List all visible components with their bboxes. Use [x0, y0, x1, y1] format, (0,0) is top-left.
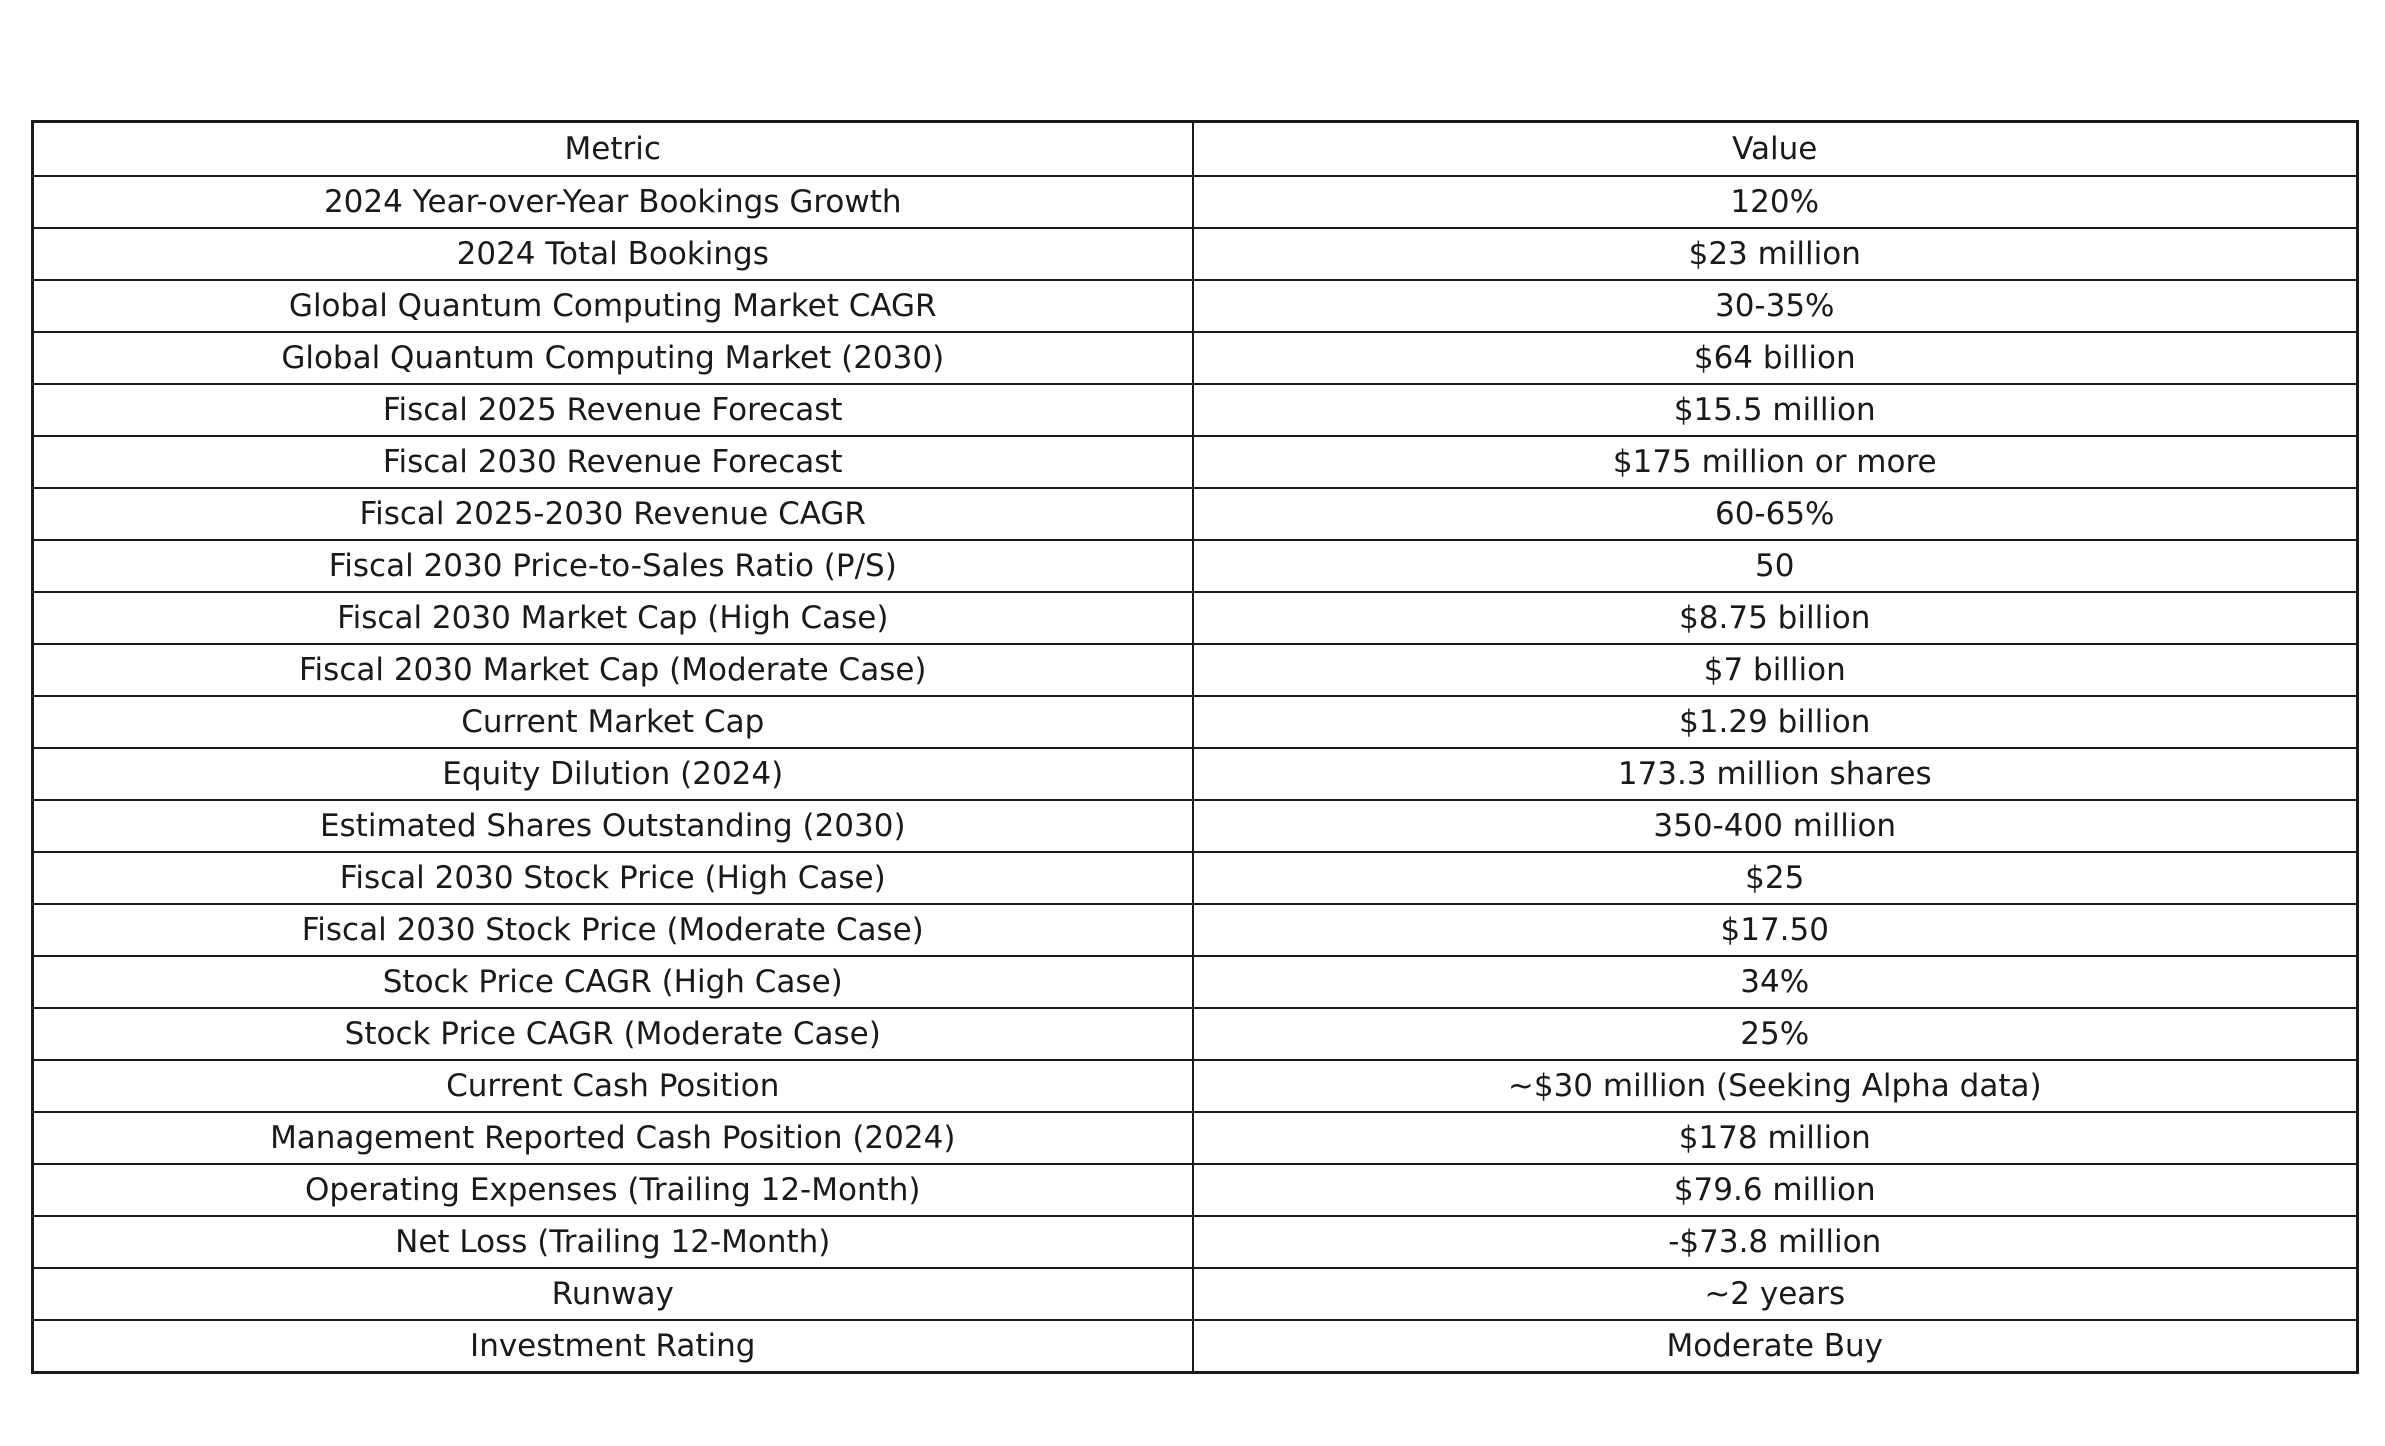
table-row — [33, 800, 2358, 852]
cell-value: ~2 years — [1193, 1268, 2358, 1320]
column-header-metric: Metric — [33, 122, 1193, 177]
cell-value: $79.6 million — [1193, 1164, 2358, 1216]
table-body — [33, 176, 2358, 1373]
cell-value: 350-400 million — [1193, 800, 2358, 852]
table-row — [33, 592, 2358, 644]
cell-metric: Estimated Shares Outstanding (2030) — [33, 800, 1193, 852]
cell-metric: Stock Price CAGR (High Case) — [33, 956, 1193, 1008]
cell-value: 50 — [1193, 540, 2358, 592]
table-row — [33, 1112, 2358, 1164]
table-row — [33, 384, 2358, 436]
table-row — [33, 176, 2358, 228]
table-row — [33, 1060, 2358, 1112]
cell-metric: Investment Rating — [33, 1320, 1193, 1373]
cell-value: $7 billion — [1193, 644, 2358, 696]
table-header — [33, 122, 2358, 177]
cell-value: 173.3 million shares — [1193, 748, 2358, 800]
cell-metric: Current Market Cap — [33, 696, 1193, 748]
table-row — [33, 1164, 2358, 1216]
cell-metric: Equity Dilution (2024) — [33, 748, 1193, 800]
table-row — [33, 956, 2358, 1008]
cell-metric: Global Quantum Computing Market CAGR — [33, 280, 1193, 332]
cell-value: $178 million — [1193, 1112, 2358, 1164]
cell-metric: Fiscal 2030 Market Cap (High Case) — [33, 592, 1193, 644]
table-row — [33, 1216, 2358, 1268]
table-row — [33, 488, 2358, 540]
table-row — [33, 904, 2358, 956]
cell-value: 120% — [1193, 176, 2358, 228]
cell-value: $8.75 billion — [1193, 592, 2358, 644]
cell-value: 25% — [1193, 1008, 2358, 1060]
table-row — [33, 1268, 2358, 1320]
cell-metric: Fiscal 2030 Market Cap (Moderate Case) — [33, 644, 1193, 696]
cell-value: 34% — [1193, 956, 2358, 1008]
cell-metric: 2024 Year-over-Year Bookings Growth — [33, 176, 1193, 228]
cell-metric: Fiscal 2030 Price-to-Sales Ratio (P/S) — [33, 540, 1193, 592]
cell-value: Moderate Buy — [1193, 1320, 2358, 1373]
table-row — [33, 644, 2358, 696]
cell-metric: Current Cash Position — [33, 1060, 1193, 1112]
cell-metric: Operating Expenses (Trailing 12-Month) — [33, 1164, 1193, 1216]
cell-value: $64 billion — [1193, 332, 2358, 384]
table-row — [33, 280, 2358, 332]
metrics-table — [31, 120, 2359, 1374]
cell-value: $1.29 billion — [1193, 696, 2358, 748]
table-row — [33, 1320, 2358, 1373]
cell-metric: Fiscal 2030 Stock Price (High Case) — [33, 852, 1193, 904]
cell-value: $23 million — [1193, 228, 2358, 280]
cell-metric: Runway — [33, 1268, 1193, 1320]
cell-value: 30-35% — [1193, 280, 2358, 332]
column-header-value: Value — [1193, 122, 2358, 177]
metrics-table-container — [31, 120, 2356, 1374]
cell-value: $15.5 million — [1193, 384, 2358, 436]
table-row — [33, 696, 2358, 748]
table-row — [33, 228, 2358, 280]
table-row — [33, 1008, 2358, 1060]
cell-value: $25 — [1193, 852, 2358, 904]
cell-metric: Fiscal 2030 Stock Price (Moderate Case) — [33, 904, 1193, 956]
cell-value: $17.50 — [1193, 904, 2358, 956]
cell-metric: Global Quantum Computing Market (2030) — [33, 332, 1193, 384]
cell-metric: Net Loss (Trailing 12-Month) — [33, 1216, 1193, 1268]
cell-metric: Fiscal 2025-2030 Revenue CAGR — [33, 488, 1193, 540]
table-row — [33, 540, 2358, 592]
table-row — [33, 748, 2358, 800]
table-header-row — [33, 122, 2358, 177]
cell-metric: Stock Price CAGR (Moderate Case) — [33, 1008, 1193, 1060]
table-row — [33, 436, 2358, 488]
cell-metric: Management Reported Cash Position (2024) — [33, 1112, 1193, 1164]
cell-metric: Fiscal 2030 Revenue Forecast — [33, 436, 1193, 488]
table-row — [33, 852, 2358, 904]
cell-value: ~$30 million (Seeking Alpha data) — [1193, 1060, 2358, 1112]
cell-value: 60-65% — [1193, 488, 2358, 540]
cell-value: $175 million or more — [1193, 436, 2358, 488]
cell-metric: Fiscal 2025 Revenue Forecast — [33, 384, 1193, 436]
table-row — [33, 332, 2358, 384]
cell-value: -$73.8 million — [1193, 1216, 2358, 1268]
cell-metric: 2024 Total Bookings — [33, 228, 1193, 280]
